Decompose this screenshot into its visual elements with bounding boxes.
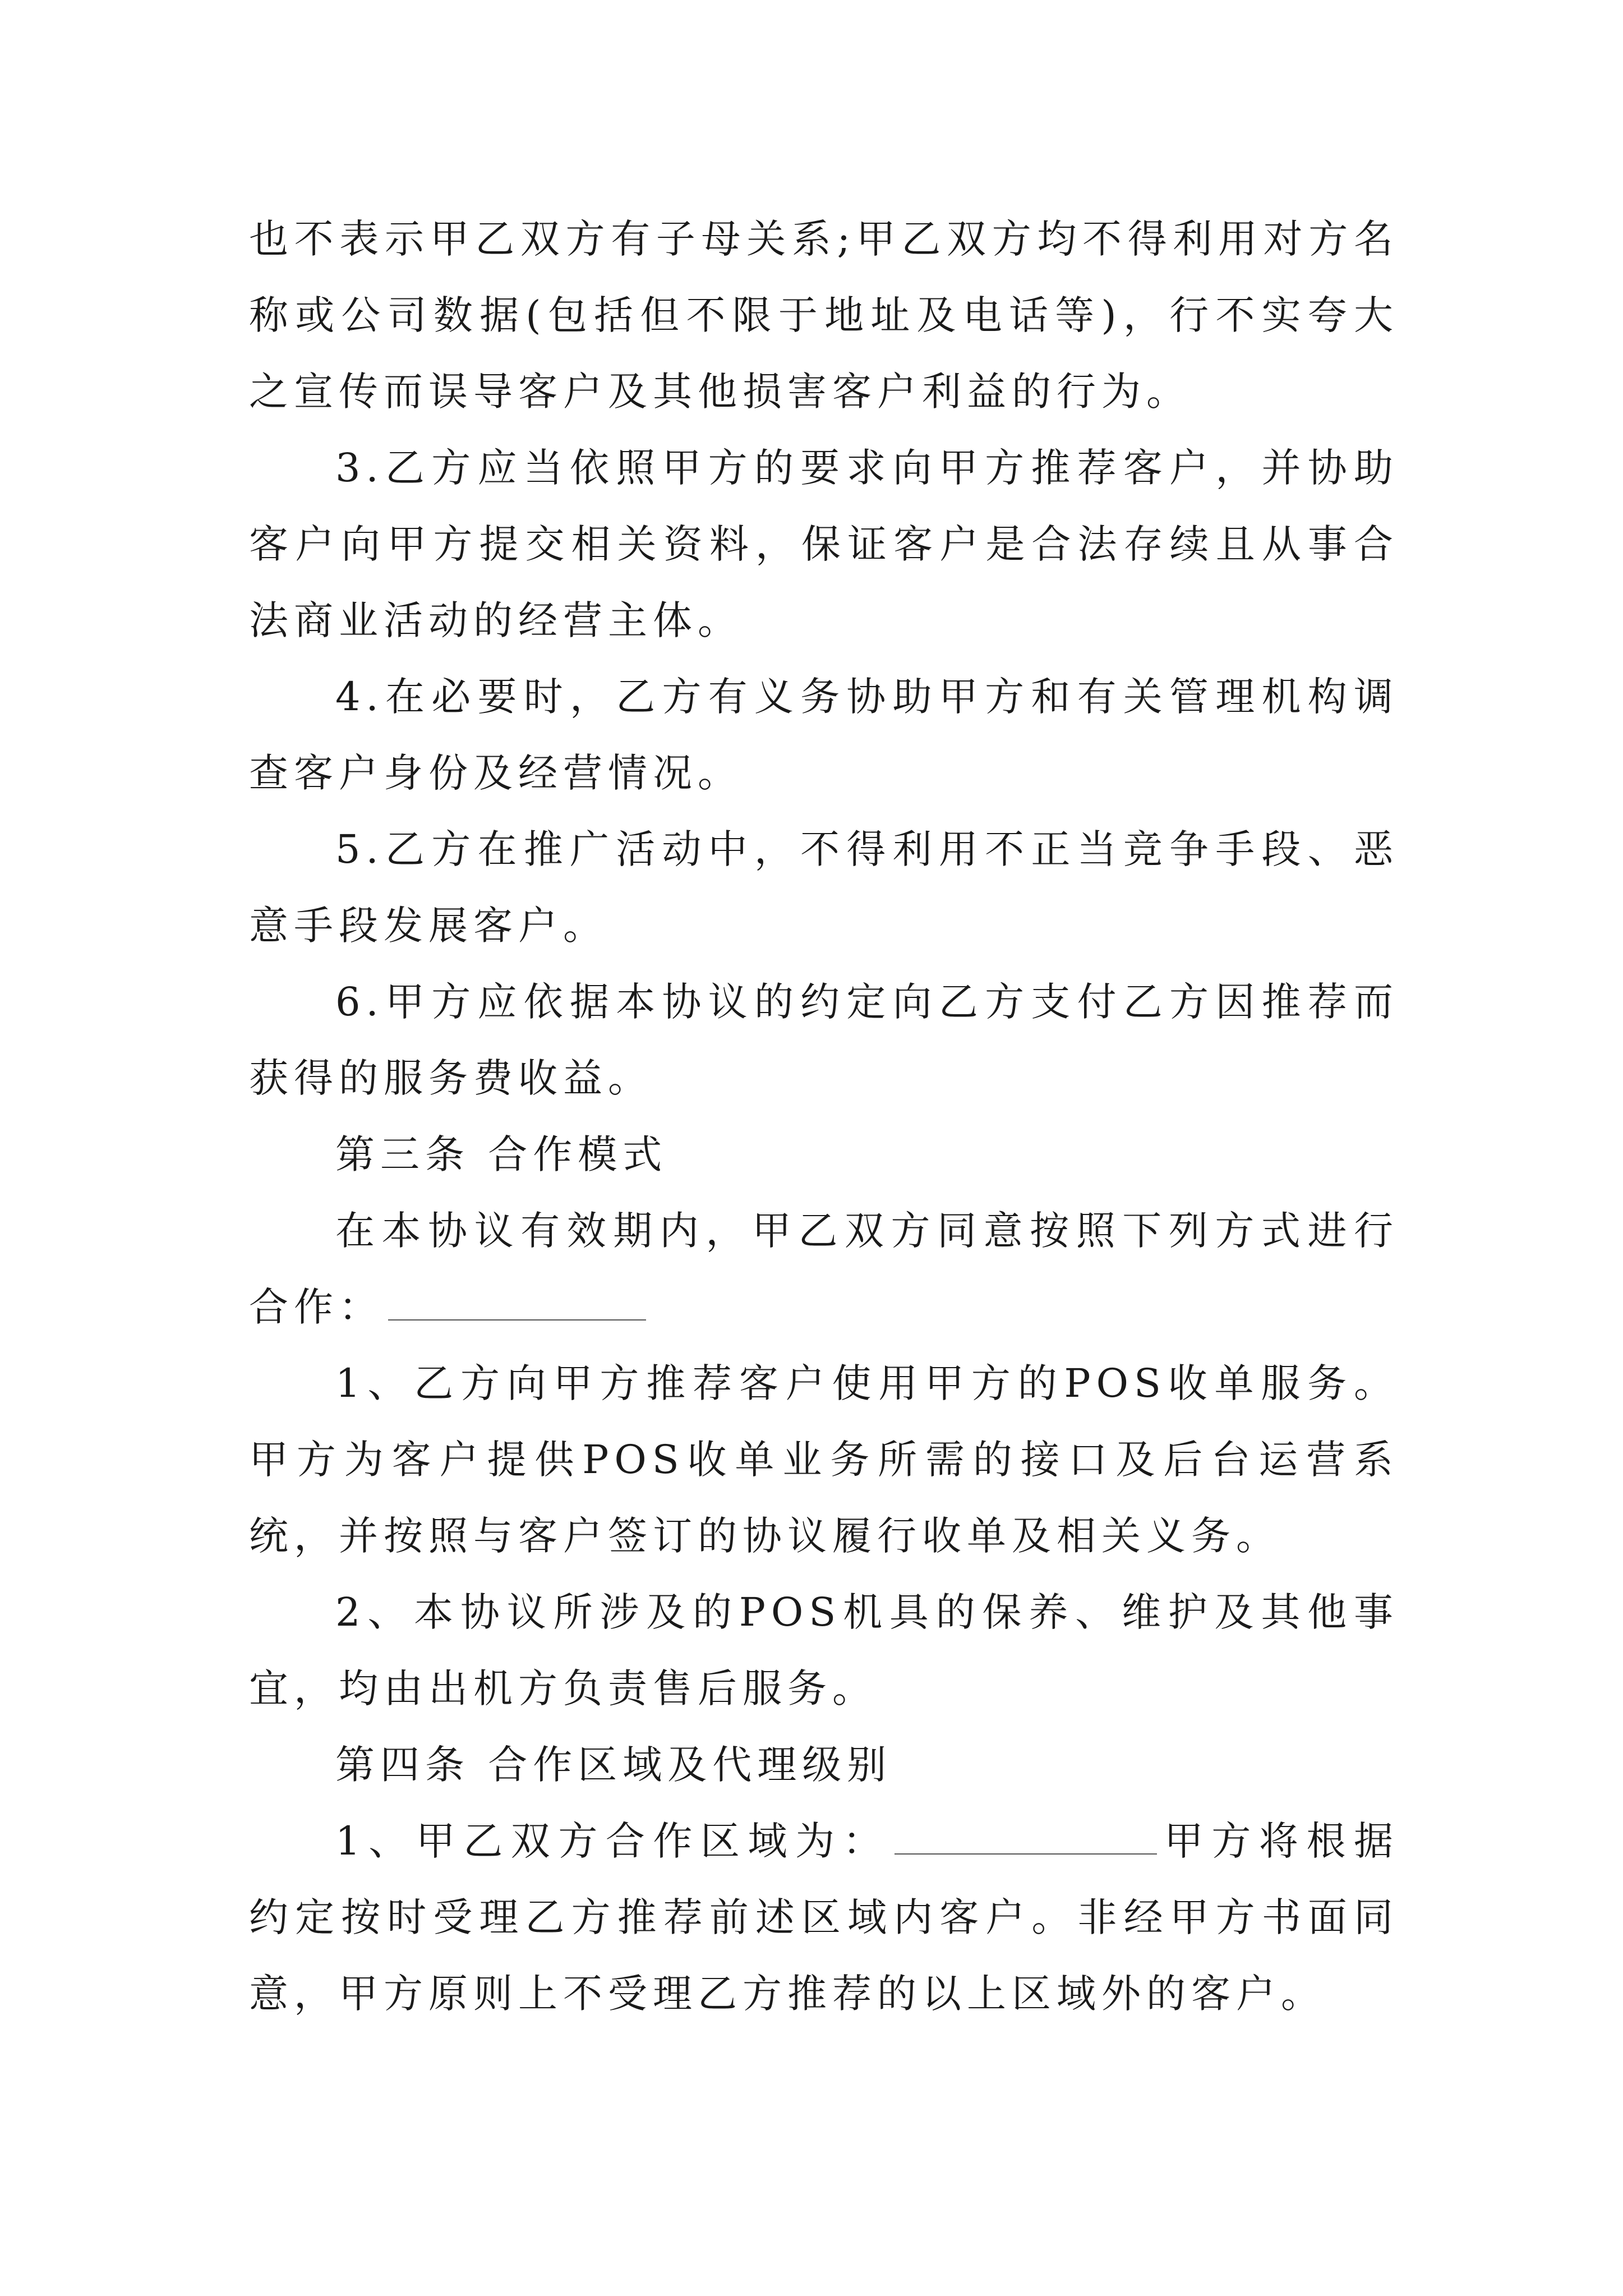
paragraph-clause-6: 6.甲方应依据本协议的约定向乙方支付乙方因推荐而获得的服务费收益。 bbox=[249, 979, 1399, 1101]
region-rest-text: 甲方将根据约定按时受理乙方推荐前述区域内客户。非经甲方书面同意，甲方原则上不受理乙方推荐的以上区域外的客户。 bbox=[249, 1818, 1399, 2017]
region-intro-text: 1、甲乙双方合作区域为： bbox=[335, 1818, 891, 1864]
paragraph-clause-3: 3.乙方应当依照甲方的要求向甲方推荐客户，并协助客户向甲方提交相关资料，保证客户是合法存续且从事合法商业活动的经营主体。 bbox=[249, 445, 1399, 643]
paragraph-confidentiality-continued: 也不表示甲乙双方有子母关系;甲乙双方均不得利用对方名称或公司数据(包括但不限于地址及电话等)，行不实夸大之宣传而误导客户及其他损害客户利益的行为。 bbox=[249, 216, 1399, 415]
section-heading-article-4: 第四条 合作区域及代理级别 bbox=[335, 1742, 892, 1788]
paragraph-cooperation-intro bbox=[249, 1193, 1399, 1345]
document-body bbox=[249, 201, 1399, 2032]
section-heading-article-3: 第三条 合作模式 bbox=[335, 1131, 668, 1177]
paragraph-mode-1: 1、乙方向甲方推荐客户使用甲方的POS收单服务。甲方为客户提供POS收单业务所需的接口及后台运营系统，并按照与客户签订的协议履行收单及相关义务。 bbox=[249, 1360, 1399, 1559]
region-blank-line bbox=[895, 1824, 1157, 1855]
paragraph-clause-4: 4.在必要时，乙方有义务协助甲方和有关管理机构调查客户身份及经营情况。 bbox=[249, 674, 1399, 796]
cooperation-intro-text: 在本协议有效期内，甲乙双方同意按照下列方式进行合作： bbox=[249, 1208, 1399, 1330]
cooperation-mode-blank-line bbox=[388, 1290, 646, 1320]
paragraph-region-1 bbox=[249, 1803, 1399, 2032]
paragraph-clause-5: 5.乙方在推广活动中，不得利用不正当竞争手段、恶意手段发展客户。 bbox=[249, 826, 1399, 949]
paragraph-mode-2: 2、本协议所涉及的POS机具的保养、维护及其他事宜，均由出机方负责售后服务。 bbox=[249, 1589, 1399, 1711]
